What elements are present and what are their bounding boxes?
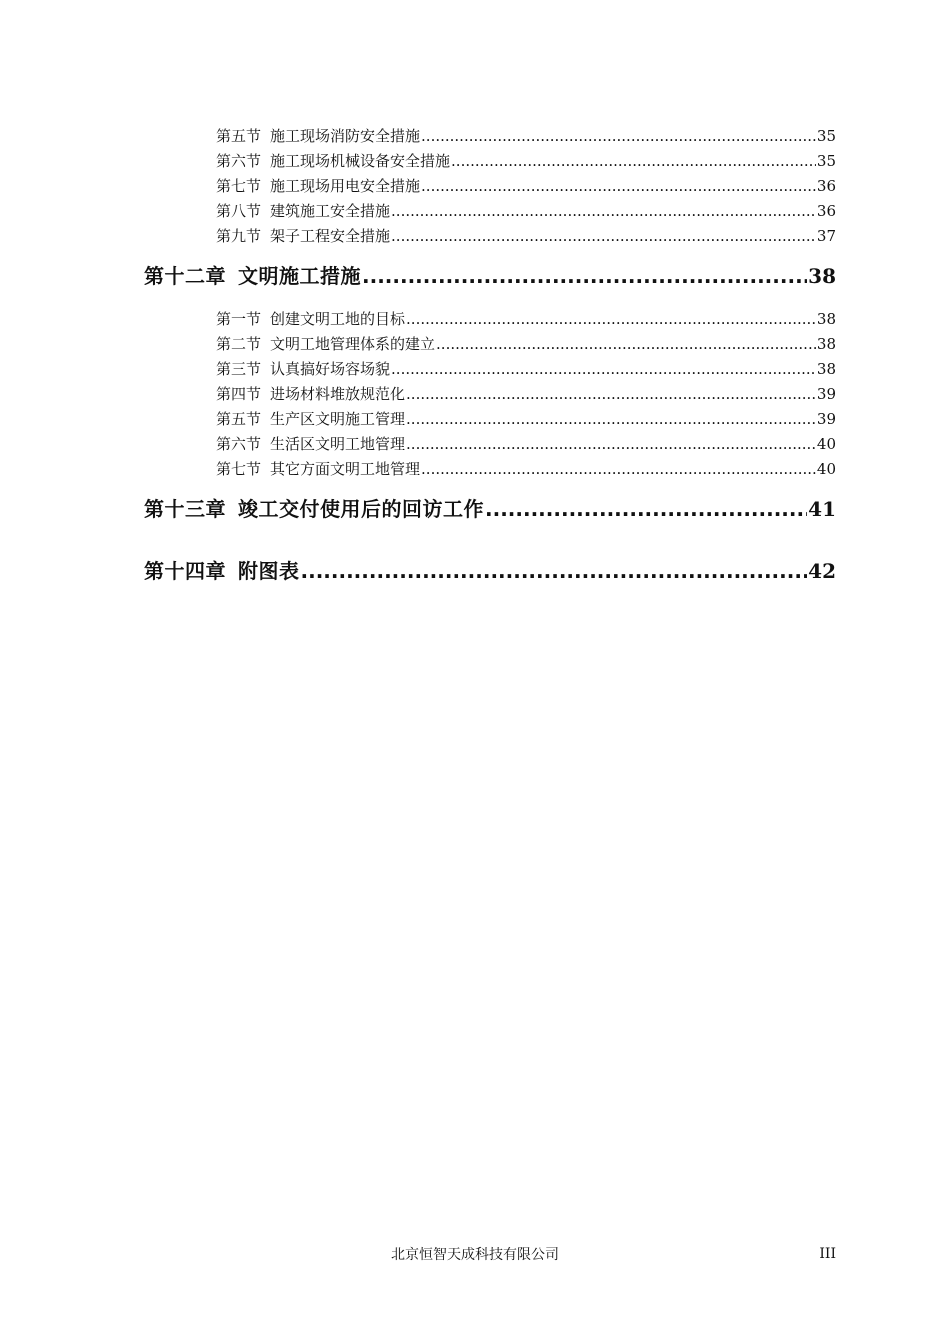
page-number: 35 [816, 152, 836, 170]
section-number: 第一节 [216, 310, 262, 328]
toc-section-row[interactable] [144, 174, 836, 199]
dot-leader [362, 257, 807, 295]
section-number: 第七节 [216, 177, 262, 195]
dot-leader [421, 174, 816, 199]
chapter-number: 第十四章 [144, 559, 226, 583]
toc-section-row[interactable] [144, 382, 836, 407]
chapter-number: 第十二章 [144, 264, 226, 288]
toc-section-row[interactable] [144, 432, 836, 457]
dot-leader [406, 432, 816, 457]
page-number: 38 [816, 335, 836, 353]
dot-leader [391, 357, 816, 382]
section-title: 架子工程安全措施 [270, 227, 391, 245]
section-number: 第七节 [216, 460, 262, 478]
section-title: 建筑施工安全措施 [270, 202, 391, 220]
page-number: 40 [816, 460, 836, 478]
dot-leader [391, 224, 816, 249]
section-number: 第六节 [216, 435, 262, 453]
toc-chapter-row[interactable] [144, 552, 836, 590]
section-title: 创建文明工地的目标 [270, 310, 406, 328]
table-of-contents [144, 124, 836, 590]
toc-section-row[interactable] [144, 199, 836, 224]
dot-leader [406, 407, 816, 432]
toc-section-row[interactable] [144, 407, 836, 432]
section-number: 第二节 [216, 335, 262, 353]
toc-section-row[interactable] [144, 224, 836, 249]
section-number: 第三节 [216, 360, 262, 378]
page-number: 36 [816, 177, 836, 195]
footer-page-number: III [819, 1246, 836, 1262]
footer-company-name: 北京恒智天成科技有限公司 [391, 1247, 559, 1263]
section-number: 第六节 [216, 152, 262, 170]
section-number: 第五节 [216, 127, 262, 145]
dot-leader [406, 382, 816, 407]
section-number: 第九节 [216, 227, 262, 245]
page-number: 35 [816, 127, 836, 145]
dot-leader [451, 149, 816, 174]
section-title: 施工现场消防安全措施 [270, 127, 421, 145]
page-number: 40 [816, 435, 836, 453]
section-title: 施工现场机械设备安全措施 [270, 152, 451, 170]
page-number: 39 [816, 410, 836, 428]
page-number: 41 [808, 497, 836, 521]
section-title: 生产区文明施工管理 [270, 410, 406, 428]
dot-leader [391, 199, 816, 224]
toc-section-row[interactable] [144, 307, 836, 332]
dot-leader [301, 552, 808, 590]
page-number: 42 [808, 559, 836, 583]
section-title: 进场材料堆放规范化 [270, 385, 406, 403]
toc-chapter-row[interactable] [144, 257, 836, 295]
toc-section-row[interactable] [144, 332, 836, 357]
section-title: 其它方面文明工地管理 [270, 460, 421, 478]
page-number: 38 [816, 360, 836, 378]
toc-chapter-row[interactable] [144, 490, 836, 528]
chapter-number: 第十三章 [144, 497, 226, 521]
dot-leader [421, 457, 816, 482]
chapter-title: 附图表 [238, 559, 300, 583]
toc-section-row[interactable] [144, 357, 836, 382]
dot-leader [485, 490, 807, 528]
section-number: 第四节 [216, 385, 262, 403]
section-title: 施工现场用电安全措施 [270, 177, 421, 195]
dot-leader [421, 124, 816, 149]
chapter-title: 竣工交付使用后的回访工作 [238, 497, 484, 521]
dot-leader [436, 332, 816, 357]
section-number: 第八节 [216, 202, 262, 220]
toc-section-row[interactable] [144, 124, 836, 149]
section-title: 认真搞好场容场貌 [270, 360, 391, 378]
page-number: 38 [808, 264, 836, 288]
section-title: 文明工地管理体系的建立 [270, 335, 436, 353]
page-number: 38 [816, 310, 836, 328]
chapter-title: 文明施工措施 [238, 264, 361, 288]
page-number: 39 [816, 385, 836, 403]
toc-section-row[interactable] [144, 149, 836, 174]
dot-leader [406, 307, 816, 332]
toc-section-row[interactable] [144, 457, 836, 482]
page-number: 37 [816, 227, 836, 245]
section-title: 生活区文明工地管理 [270, 435, 406, 453]
section-number: 第五节 [216, 410, 262, 428]
page-number: 36 [816, 202, 836, 220]
